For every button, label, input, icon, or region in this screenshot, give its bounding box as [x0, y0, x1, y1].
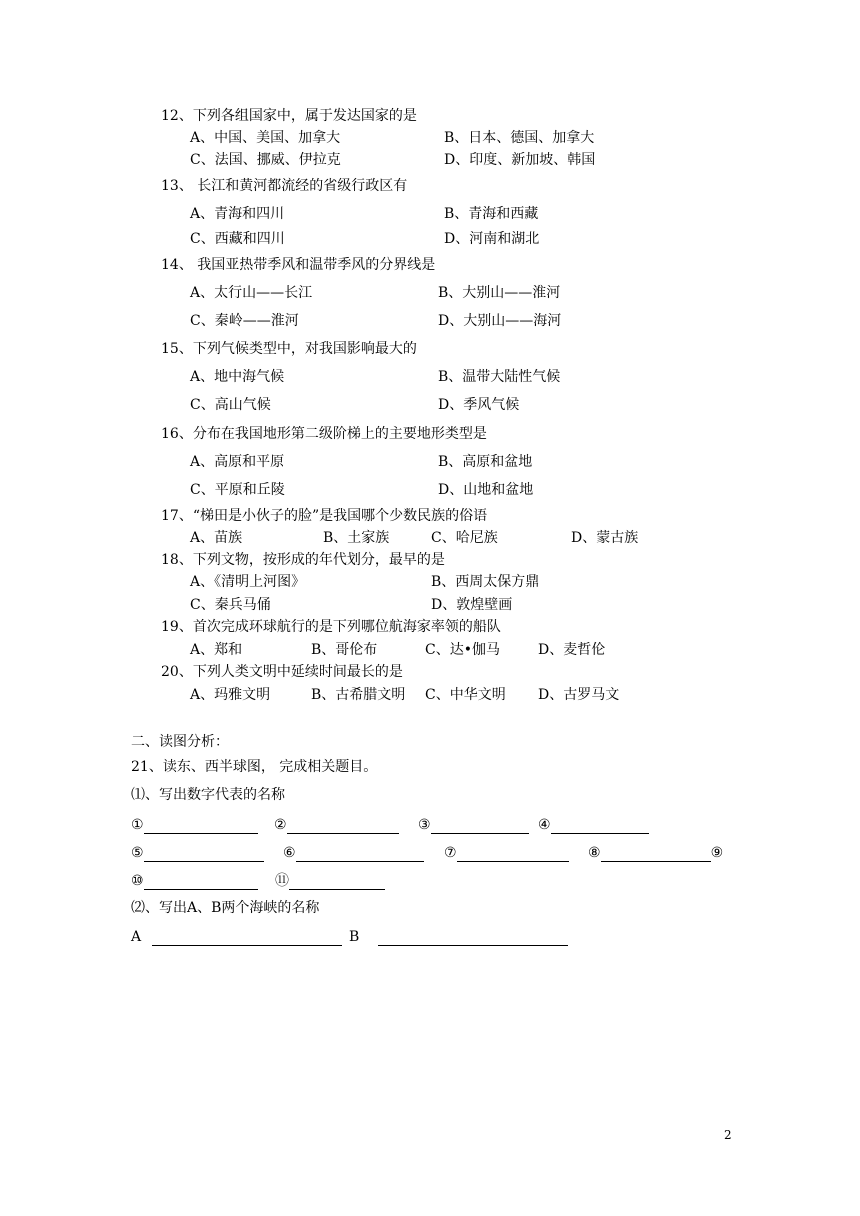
question-16-stem: 16、分布在我国地形第二级阶梯上的主要地形类型是 [161, 426, 487, 442]
question-13-stem: 13、 长江和黄河都流经的省级行政区有 [161, 178, 408, 194]
mark-6: ⑥ [283, 845, 296, 861]
question-13-option-d: D、河南和湖北 [444, 231, 540, 247]
question-21-subpart-1: ⑴、写出数字代表的名称 [131, 787, 285, 803]
mark-5: ⑤ [131, 845, 144, 861]
question-15-option-d: D、季风气候 [438, 397, 520, 413]
question-15-option-c: C、高山气候 [190, 397, 271, 413]
mark-3: ③ [418, 817, 431, 833]
blank-1[interactable] [144, 819, 258, 834]
question-18-option-c: C、秦兵马俑 [190, 597, 271, 613]
blank-10[interactable] [144, 875, 258, 890]
question-16-option-c: C、平原和丘陵 [190, 482, 285, 498]
question-18-option-b: B、西周太保方鼎 [431, 574, 540, 590]
question-20-option-a: A、玛雅文明 [190, 687, 271, 703]
question-20-option-b: B、古希腊文明 [311, 687, 406, 703]
mark-4: ④ [538, 817, 551, 833]
question-12-option-b: B、日本、德国、加拿大 [444, 130, 595, 146]
question-18-stem: 18、下列文物，按形成的年代划分，最早的是 [161, 552, 445, 568]
question-12-option-d: D、印度、新加坡、韩国 [444, 152, 596, 168]
question-17-option-d: D、蒙古族 [571, 530, 639, 546]
question-17-option-b: B、土家族 [323, 530, 390, 546]
mark-8: ⑧ [588, 845, 601, 861]
question-13-option-b: B、青海和西藏 [444, 206, 539, 222]
question-13-option-c: C、西藏和四川 [190, 231, 285, 247]
strait-b-row [349, 928, 568, 946]
question-15-option-b: B、温带大陆性气候 [438, 369, 561, 385]
blank-2[interactable] [287, 819, 399, 834]
question-14-option-a: A、太行山——长江 [190, 285, 313, 301]
mark-10: ⑩ [131, 873, 144, 889]
answer-row-3b [275, 872, 385, 890]
question-21-stem: 21、读东、西半球图， 完成相关题目。 [131, 759, 378, 775]
question-13-option-a: A、青海和四川 [190, 206, 285, 222]
blank-8[interactable] [601, 847, 711, 862]
answer-row-3a [131, 872, 258, 890]
mark-1: ① [131, 817, 144, 833]
question-14-option-b: B、大别山——淮河 [438, 285, 561, 301]
mark-9: ⑨ [710, 845, 724, 861]
question-19-stem: 19、首次完成环球航行的是下列哪位航海家率领的船队 [161, 619, 501, 635]
question-14-stem: 14、 我国亚热带季风和温带季风的分界线是 [161, 257, 436, 273]
question-14-option-c: C、秦岭——淮河 [190, 313, 299, 329]
question-19-option-a: A、郑和 [190, 642, 243, 658]
question-20-option-c: C、中华文明 [425, 687, 506, 703]
question-17-stem: 17、“梯田是小伙子的脸”是我国哪个少数民族的俗语 [161, 508, 488, 524]
mark-7: ⑦ [444, 845, 457, 861]
answer-row-2d [588, 844, 723, 862]
blank-7[interactable] [457, 847, 569, 862]
blank-11[interactable] [289, 875, 385, 890]
question-12-option-a: A、中国、美国、加拿大 [190, 130, 341, 146]
question-18-option-a: A、《清明上河图》 [190, 574, 306, 590]
strait-a-row [131, 928, 342, 946]
strait-b-blank[interactable] [378, 931, 568, 946]
strait-a-label: A [131, 929, 142, 945]
blank-5[interactable] [144, 847, 264, 862]
answer-row-1b [274, 816, 399, 834]
answer-row-2b [283, 844, 424, 862]
question-17-option-c: C、哈尼族 [431, 530, 498, 546]
answer-row-1c [418, 816, 529, 834]
question-20-option-d: D、古罗马文 [538, 687, 620, 703]
question-19-option-b: B、哥伦布 [311, 642, 378, 658]
question-15-option-a: A、地中海气候 [190, 369, 285, 385]
question-18-option-d: D、敦煌壁画 [431, 597, 513, 613]
answer-row-2a [131, 844, 264, 862]
question-17-option-a: A、苗族 [190, 530, 243, 546]
mark-2: ② [274, 817, 287, 833]
question-19-option-c: C、达•伽马 [425, 642, 500, 658]
question-19-option-d: D、麦哲伦 [538, 642, 606, 658]
question-15-stem: 15、下列气候类型中，对我国影响最大的 [161, 341, 417, 357]
question-16-option-d: D、山地和盆地 [438, 482, 534, 498]
strait-a-blank[interactable] [152, 931, 342, 946]
question-14-option-d: D、大别山——海河 [438, 313, 562, 329]
strait-b-label: B [349, 929, 360, 945]
page-number: 2 [724, 1128, 732, 1142]
blank-3[interactable] [431, 819, 529, 834]
answer-row-2c [444, 844, 569, 862]
question-16-option-b: B、高原和盆地 [438, 454, 533, 470]
answer-row-1d [538, 816, 649, 834]
answer-row-1 [131, 816, 258, 834]
question-12-stem: 12、下列各组国家中，属于发达国家的是 [161, 108, 417, 124]
question-16-option-a: A、高原和平原 [190, 454, 285, 470]
blank-6[interactable] [296, 847, 424, 862]
question-20-stem: 20、下列人类文明中延续时间最长的是 [161, 664, 403, 680]
question-12-option-c: C、法国、挪威、伊拉克 [190, 152, 341, 168]
question-21-subpart-2: ⑵、写出A、B两个海峡的名称 [131, 900, 320, 916]
section-2-heading: 二、读图分析： [131, 734, 229, 750]
mark-11: ⑪ [275, 873, 289, 889]
blank-4[interactable] [551, 819, 649, 834]
